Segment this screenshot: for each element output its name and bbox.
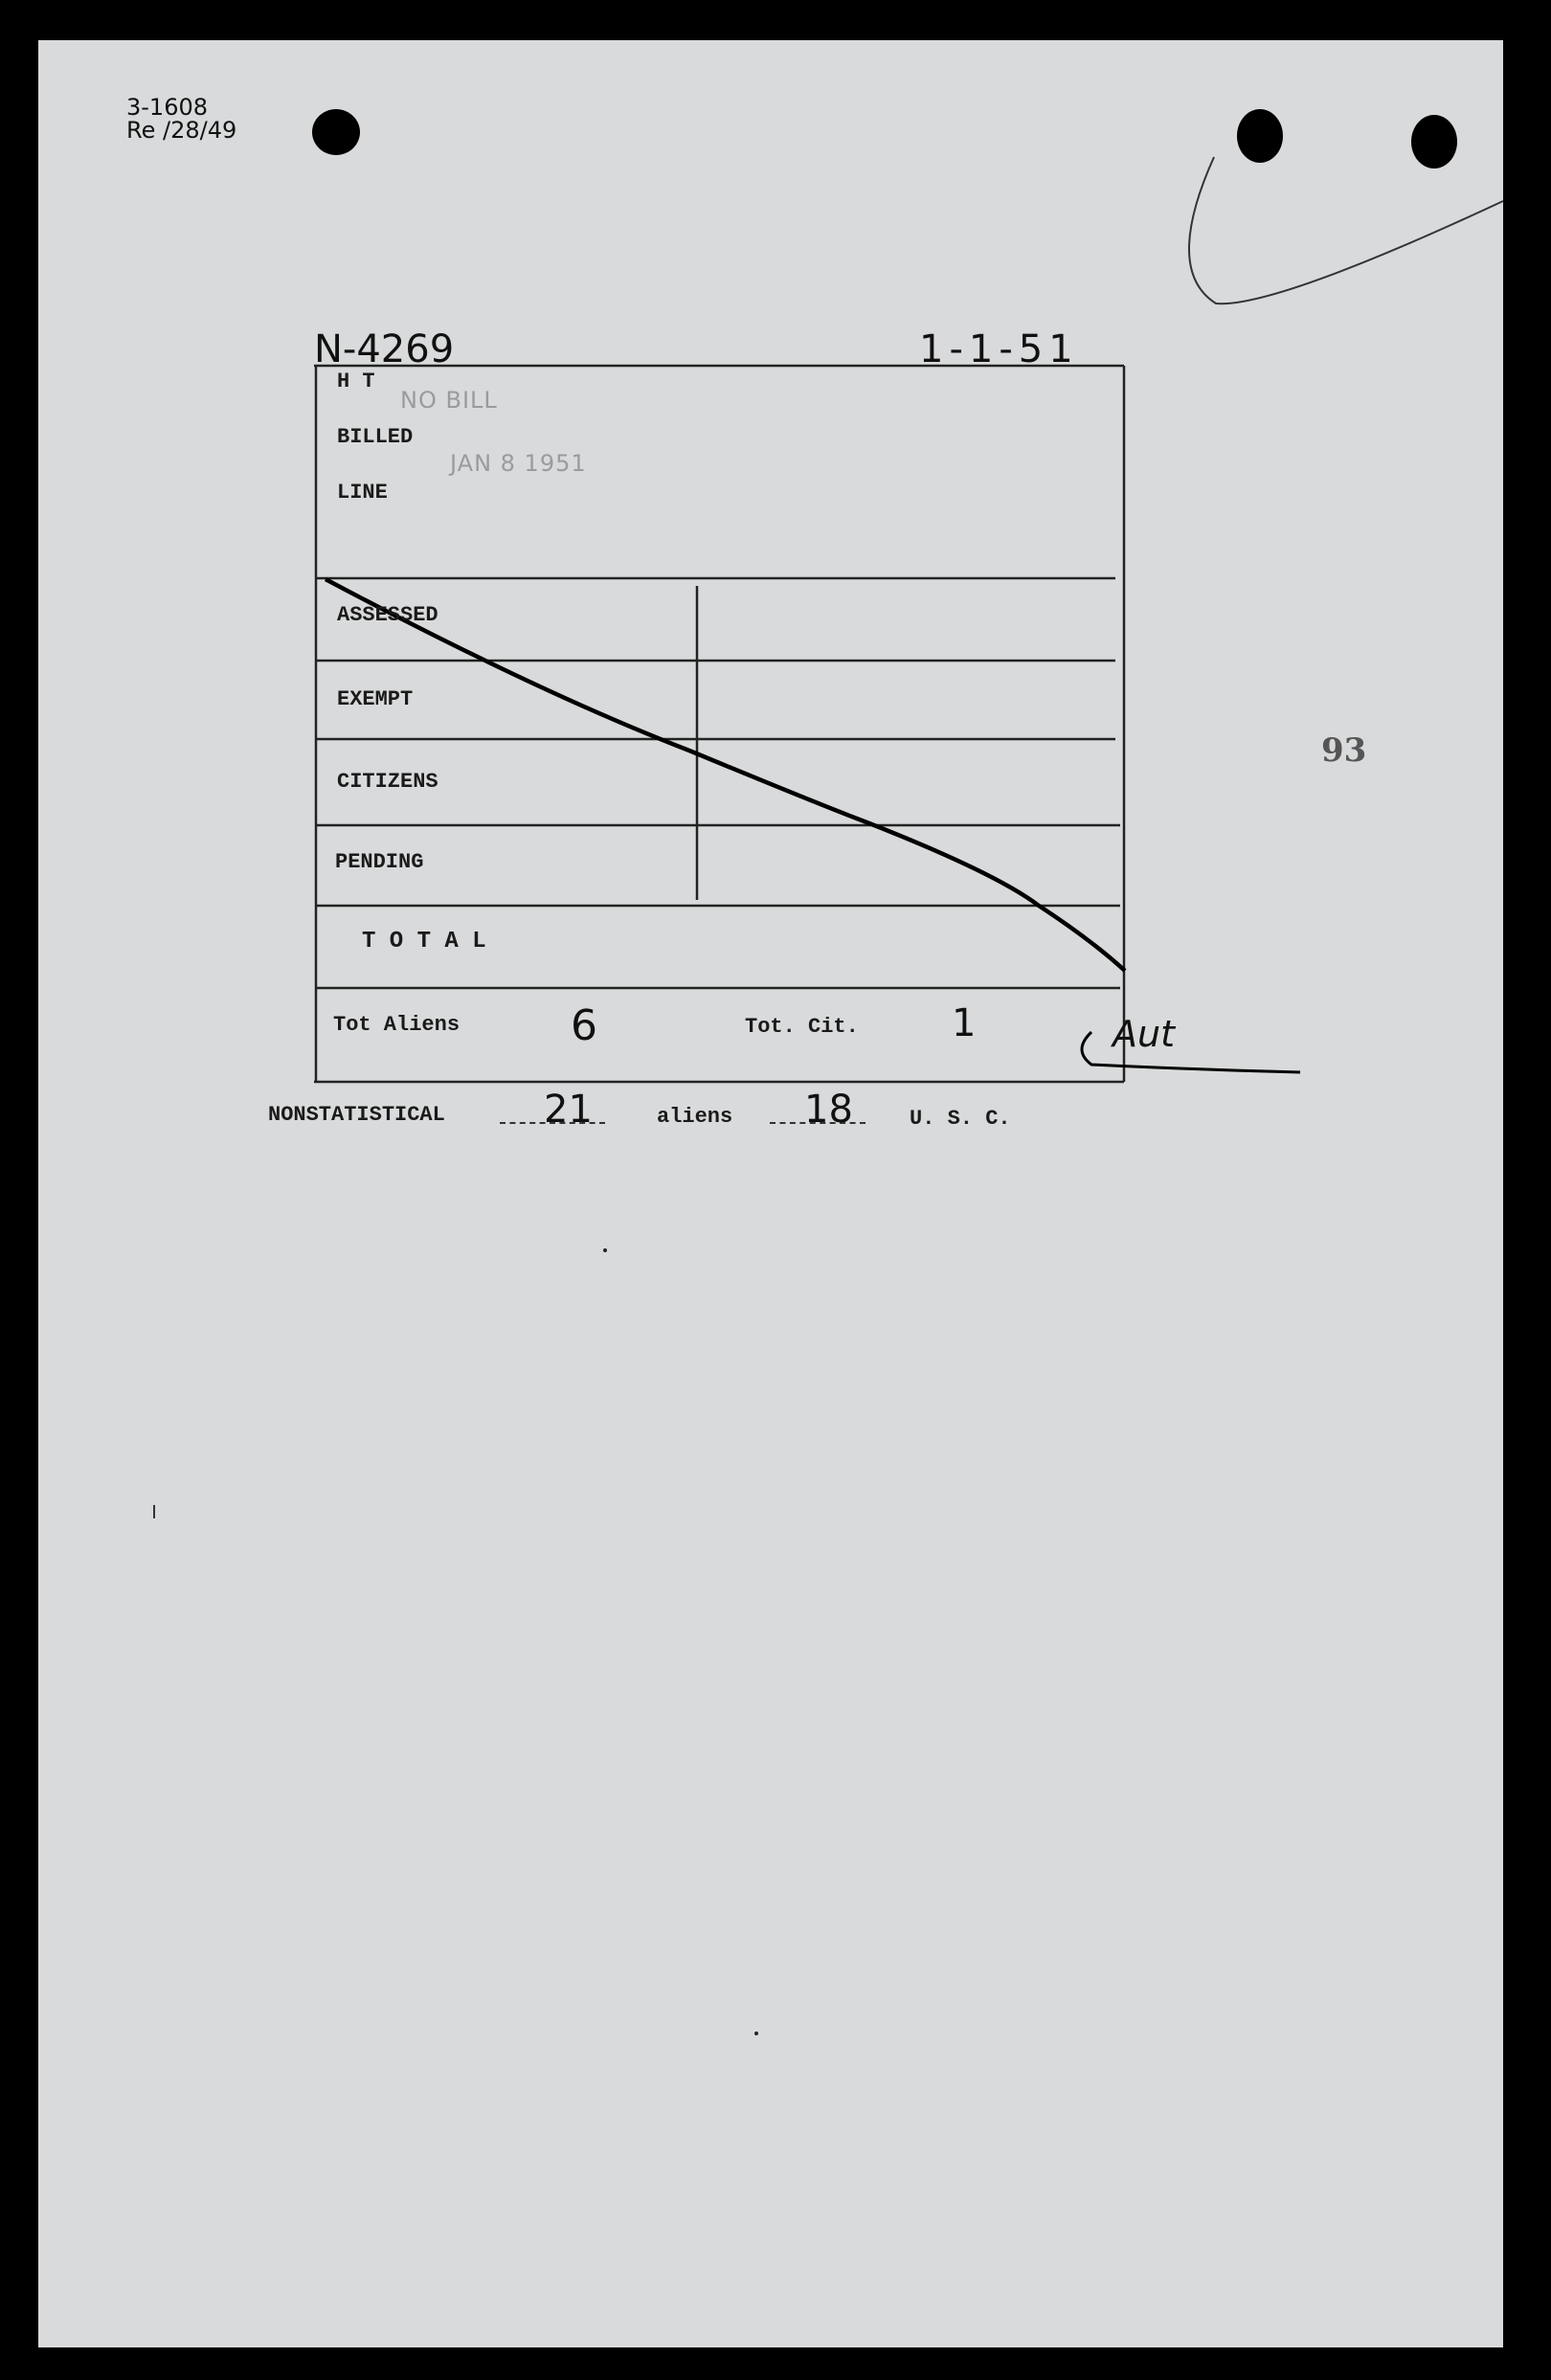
label-citizens: CITIZENS <box>337 770 438 794</box>
case-number: N-4269 <box>314 327 455 371</box>
label-tot-cit: Tot. Cit. <box>745 1015 859 1039</box>
label-aliens: aliens <box>657 1105 733 1129</box>
form-revision: Re /28/49 <box>126 117 237 144</box>
label-total: T O T A L <box>362 929 486 954</box>
label-assessed: ASSESSED <box>337 603 438 627</box>
nonstat-usc-value: 18 <box>804 1088 853 1132</box>
nonstat-aliens-value: 21 <box>544 1088 593 1132</box>
form-grid <box>38 40 1503 2347</box>
label-usc: U. S. C. <box>910 1107 1011 1131</box>
document-page <box>38 40 1503 2347</box>
label-exempt: EXEMPT <box>337 687 414 711</box>
form-number: 3-1608 <box>126 94 209 121</box>
stray-mark <box>603 1248 607 1252</box>
label-ht: H T <box>337 370 375 393</box>
label-tot-aliens: Tot Aliens <box>333 1013 461 1037</box>
label-line: LINE <box>337 481 388 505</box>
tot-cit-value: 1 <box>952 1001 977 1045</box>
label-nonstatistical: NONSTATISTICAL <box>268 1103 445 1127</box>
tot-aliens-value: 6 <box>571 1001 597 1050</box>
no-bill-stamp: NO BILL <box>400 387 498 414</box>
label-pending: PENDING <box>335 850 424 874</box>
label-billed: BILLED <box>337 425 414 449</box>
stray-mark <box>754 2032 758 2035</box>
stray-mark <box>153 1505 155 1518</box>
initials-signature: Aut <box>1113 1013 1175 1055</box>
date-stamp: JAN 8 1951 <box>450 450 587 477</box>
record-date: 1-1-51 <box>919 327 1079 371</box>
page-number: 93 <box>1321 731 1367 770</box>
